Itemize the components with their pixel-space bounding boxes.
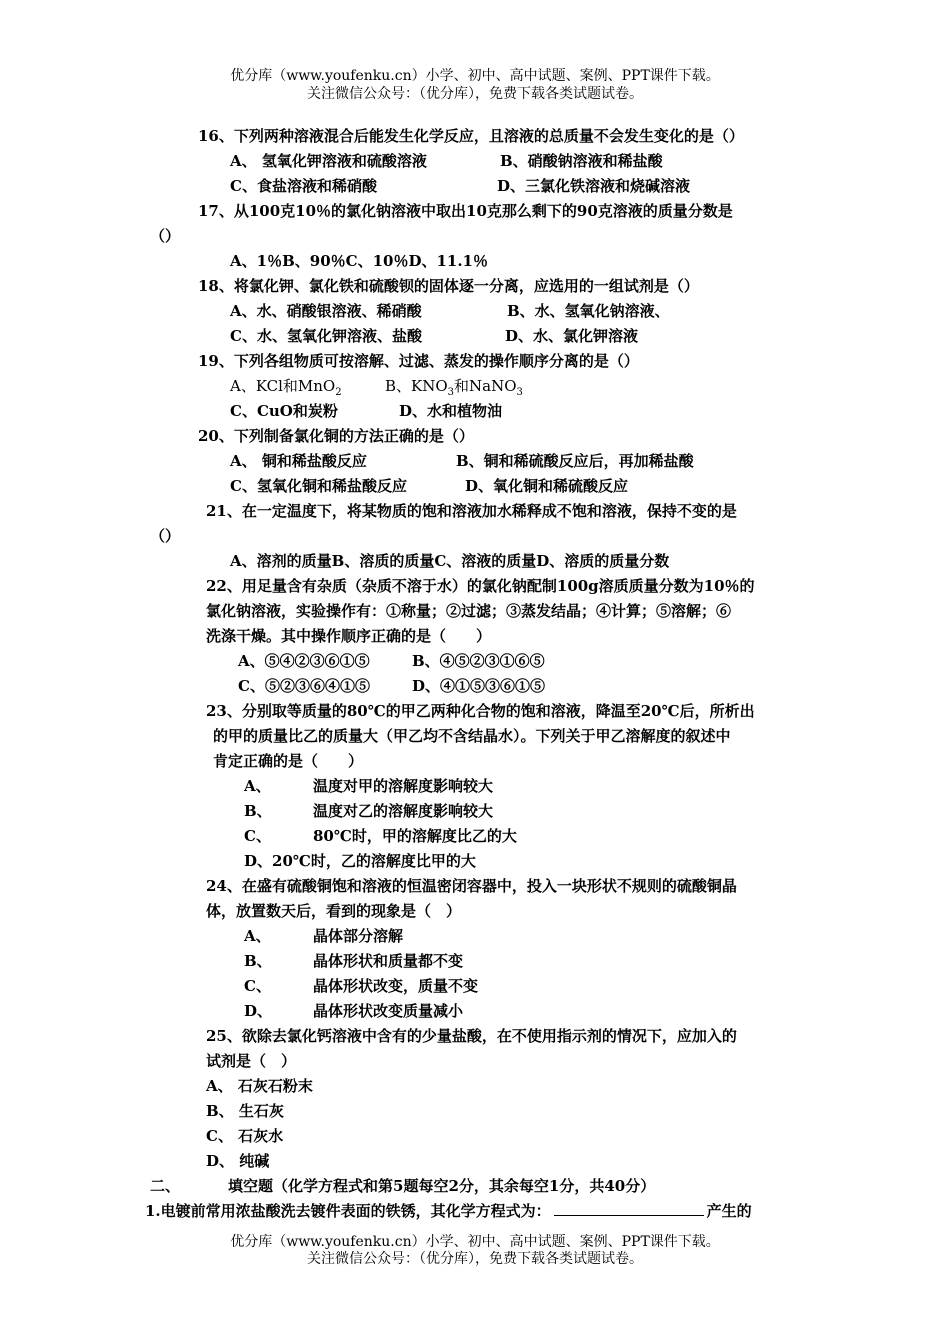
q23-option-b-label: B、 bbox=[244, 802, 272, 820]
q23-option-a-label: A、 bbox=[244, 777, 271, 795]
q24-option-a-label: A、 bbox=[244, 927, 271, 945]
q18-option-b: B、水、氢氧化钠溶液、 bbox=[507, 302, 670, 320]
header-line-1: 优分库（www.youfenku.cn）小学、初中、高中试题、案例、PPT课件下载。 bbox=[230, 68, 720, 84]
q23-stem-line-2: 的甲的质量比乙的质量大（甲乙均不含结晶水）。下列关于甲乙溶解度的叙述中 bbox=[213, 727, 731, 745]
q19-stem: 19、下列各组物质可按溶解、过滤、蒸发的操作顺序分离的是（） bbox=[198, 352, 639, 370]
q24-option-b: 晶体形状和质量都不变 bbox=[313, 952, 464, 970]
fill-question-1: 1.电镀前常用浓盐酸洗去镀件表面的铁锈，其化学方程式为： 产生的 bbox=[145, 1202, 752, 1220]
q19-option-c: C、CuO和炭粉 bbox=[230, 402, 338, 420]
q21-options: A、溶剂的质量B、溶质的质量C、溶液的质量D、溶质的质量分数 bbox=[230, 552, 670, 570]
q19-option-a: A、KCl和MnO$_2$ bbox=[230, 377, 342, 398]
q18-option-d: D、水、氯化钾溶液 bbox=[505, 327, 639, 345]
q22-stem-line-3: 洗涤干燥。其中操作顺序正确的是（ ） bbox=[206, 627, 492, 645]
q25-option-c: C、 石灰水 bbox=[206, 1127, 284, 1145]
q21-stem-paren: （） bbox=[150, 527, 181, 545]
q21-stem: 21、在一定温度下，将某物质的饱和溶液加水稀释成不饱和溶液，保持不变的是 bbox=[206, 502, 737, 520]
q24-option-b-label: B、 bbox=[244, 952, 272, 970]
q19-option-b: B、$KNO_3$和NaNO$_3$ bbox=[385, 377, 523, 398]
q25-stem-line-1: 25、欲除去氯化钙溶液中含有的少量盐酸，在不使用指示剂的情况下，应加入的 bbox=[206, 1027, 737, 1045]
q24-stem-line-1: 24、在盛有硫酸铜饱和溶液的恒温密闭容器中，投入一块形状不规则的硫酸铜晶 bbox=[206, 877, 737, 895]
q22-option-b: B、④⑤②③①⑥⑤ bbox=[412, 652, 545, 670]
q25-option-b: B、 生石灰 bbox=[206, 1102, 284, 1120]
section-2-number: 二、 bbox=[150, 1177, 181, 1195]
q17-options: A、1％B、90％C、10％D、11.1％ bbox=[230, 252, 488, 270]
q25-option-a: A、 石灰石粉末 bbox=[206, 1077, 313, 1095]
q24-option-d-label: D、 bbox=[244, 1002, 273, 1020]
q20-option-a: A、 铜和稀盐酸反应 bbox=[230, 452, 367, 470]
answer-blank[interactable] bbox=[554, 1200, 704, 1216]
q16-option-c: C、食盐溶液和稀硝酸 bbox=[230, 177, 377, 195]
q22-stem-line-1: 22、用足量含有杂质（杂质不溶于水）的氯化钠配制100g溶质质量分数为10％的 bbox=[206, 577, 755, 595]
q18-option-c: C、水、氢氧化钾溶液、盐酸 bbox=[230, 327, 422, 345]
q22-option-a: A、⑤④②③⑥①⑤ bbox=[238, 652, 370, 670]
footer-line-2: 关注微信公众号：（优分库），免费下载各类试题试卷。 bbox=[307, 1251, 643, 1267]
q24-option-a: 晶体部分溶解 bbox=[313, 927, 404, 945]
q18-option-a: A、水、硝酸银溶液、稀硝酸 bbox=[230, 302, 422, 320]
footer-line-1: 优分库（www.youfenku.cn）小学、初中、高中试题、案例、PPT课件下载。 bbox=[230, 1234, 720, 1250]
header-line-2: 关注微信公众号：（优分库），免费下载各类试题试卷。 bbox=[307, 86, 643, 102]
q16-stem: 16、下列两种溶液混合后能发生化学反应，且溶液的总质量不会发生变化的是（） bbox=[198, 127, 744, 145]
q17-stem: 17、从100克10％的氯化钠溶液中取出10克那么剩下的90克溶液的质量分数是 bbox=[198, 202, 733, 220]
q22-stem-line-2: 氯化钠溶液，实验操作有：①称量；②过滤；③蒸发结晶；④计算；⑤溶解；⑥ bbox=[206, 602, 732, 620]
q24-stem-line-2: 体，放置数天后，看到的现象是（ ） bbox=[206, 902, 462, 920]
q23-option-c: 80℃时，甲的溶解度比乙的大 bbox=[313, 827, 517, 845]
q23-stem-line-1: 23、分别取等质量的80℃的甲乙两种化合物的饱和溶液，降温至20℃后，所析出 bbox=[206, 702, 755, 720]
q23-option-d: D、20℃时，乙的溶解度比甲的大 bbox=[244, 852, 476, 870]
q20-stem: 20、下列制备氯化铜的方法正确的是（） bbox=[198, 427, 474, 445]
q20-option-b: B、铜和稀硫酸反应后，再加稀盐酸 bbox=[456, 452, 694, 470]
q20-option-d: D、氧化铜和稀硫酸反应 bbox=[465, 477, 629, 495]
q24-option-c-label: C、 bbox=[244, 977, 271, 995]
q16-option-d: D、三氯化铁溶液和烧碱溶液 bbox=[497, 177, 691, 195]
q20-option-c: C、氢氧化铜和稀盐酸反应 bbox=[230, 477, 407, 495]
q25-stem-line-2: 试剂是（ ） bbox=[206, 1052, 297, 1070]
q18-stem: 18、将氯化钾、氯化铁和硫酸钡的固体逐一分离，应选用的一组试剂是（） bbox=[198, 277, 699, 295]
q16-option-a: A、 氢氧化钾溶液和硫酸溶液 bbox=[230, 152, 427, 170]
q22-option-d: D、④①⑤③⑥①⑤ bbox=[412, 677, 546, 695]
q19-option-d: D、水和植物油 bbox=[399, 402, 503, 420]
q22-option-c: C、⑤②③⑥④①⑤ bbox=[238, 677, 370, 695]
q23-stem-line-3: 肯定正确的是（ ） bbox=[213, 752, 364, 770]
q17-stem-paren: （） bbox=[150, 227, 181, 245]
q25-option-d: D、 纯碱 bbox=[206, 1152, 270, 1170]
q16-option-b: B、硝酸钠溶液和稀盐酸 bbox=[500, 152, 663, 170]
q23-option-c-label: C、 bbox=[244, 827, 271, 845]
q24-option-c: 晶体形状改变，质量不变 bbox=[313, 977, 479, 995]
q23-option-b: 温度对乙的溶解度影响较大 bbox=[313, 802, 494, 820]
q24-option-d: 晶体形状改变质量减小 bbox=[313, 1002, 464, 1020]
q23-option-a: 温度对甲的溶解度影响较大 bbox=[313, 777, 494, 795]
section-2-title: 填空题（化学方程式和第5题每空2分，其余每空1分，共40分） bbox=[228, 1177, 656, 1195]
